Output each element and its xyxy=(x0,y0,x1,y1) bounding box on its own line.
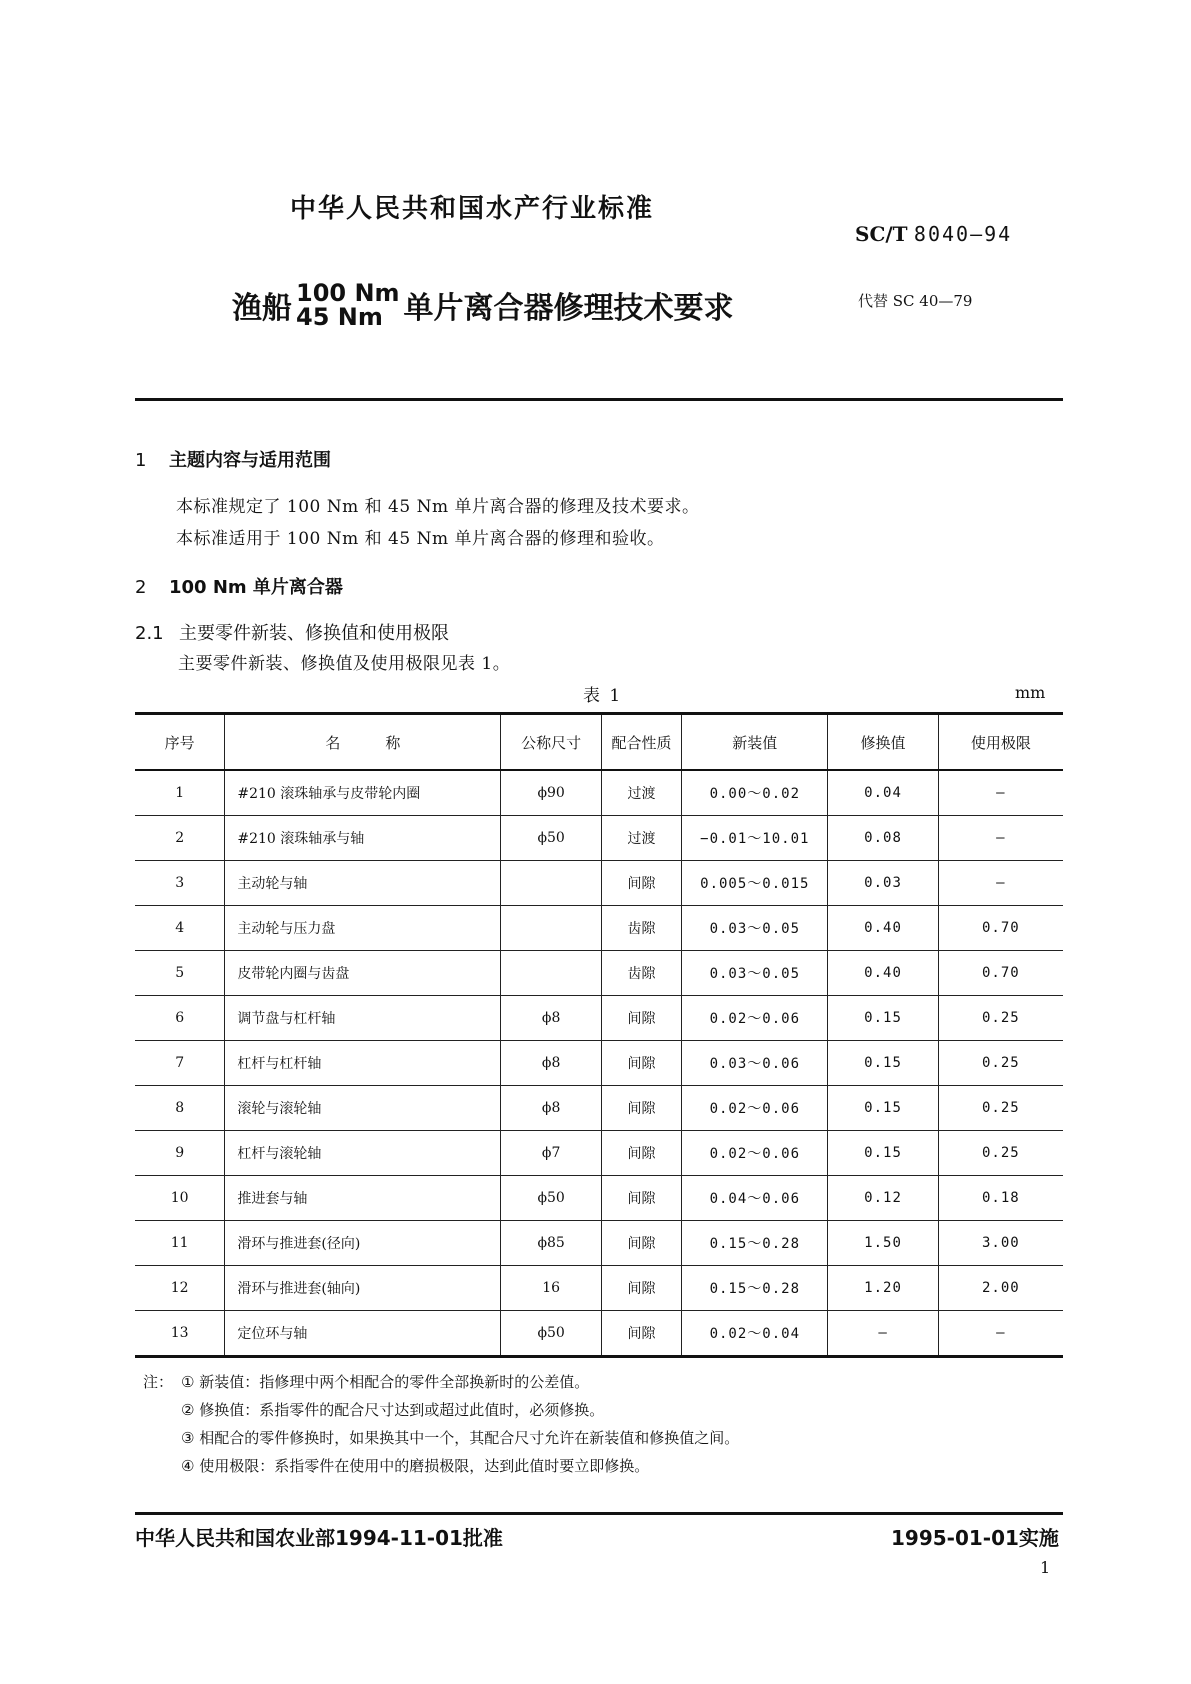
cell-nominal-size xyxy=(501,906,601,951)
cell-new-value: −0.01～10.01 xyxy=(682,816,828,861)
cell-nominal-size: ϕ8 xyxy=(501,996,601,1041)
note-text: ④ 使用极限：系指零件在使用中的磨损极限，达到此值时要立即修换。 xyxy=(181,1457,650,1475)
cell-fit-type: 过渡 xyxy=(601,770,681,816)
cell-limit: — xyxy=(938,1311,1063,1357)
cell-fit-type: 间隙 xyxy=(601,1266,681,1311)
cell-index: 6 xyxy=(135,996,225,1041)
cell-limit: 0.25 xyxy=(938,1131,1063,1176)
cell-nominal-size xyxy=(501,951,601,996)
table-unit: mm xyxy=(1015,683,1046,702)
cell-new-value: 0.02～0.06 xyxy=(682,1131,828,1176)
cell-limit: — xyxy=(938,770,1063,816)
cell-name: 皮带轮内圈与齿盘 xyxy=(225,951,501,996)
cell-limit: 0.70 xyxy=(938,906,1063,951)
section-title: 100 Nm 单片离合器 xyxy=(169,577,343,598)
cell-nominal-size: ϕ90 xyxy=(501,770,601,816)
table-row xyxy=(135,1041,1063,1086)
spec-table xyxy=(135,712,1063,1358)
cell-name: 主动轮与轴 xyxy=(225,861,501,906)
cell-index: 12 xyxy=(135,1266,225,1311)
cell-nominal-size: ϕ50 xyxy=(501,816,601,861)
cell-nominal-size: ϕ8 xyxy=(501,1086,601,1131)
cell-index: 5 xyxy=(135,951,225,996)
section-number: 1 xyxy=(135,450,147,471)
col-header-name: 名 称 xyxy=(225,714,501,771)
cell-name: 定位环与轴 xyxy=(225,1311,501,1357)
header-divider xyxy=(135,398,1063,401)
cell-name: 杠杆与滚轮轴 xyxy=(225,1131,501,1176)
note-item xyxy=(143,1396,739,1424)
table-row xyxy=(135,1266,1063,1311)
cell-new-value: 0.03～0.05 xyxy=(682,951,828,996)
table-row xyxy=(135,1176,1063,1221)
cell-limit: — xyxy=(938,861,1063,906)
cell-name: 滑环与推进套(径向) xyxy=(225,1221,501,1266)
cell-index: 1 xyxy=(135,770,225,816)
col-header-nominal-size: 公称尺寸 xyxy=(501,714,601,771)
document-title xyxy=(232,270,734,340)
effective-date: 1995-01-01实施 xyxy=(891,1526,1059,1550)
cell-limit: 0.25 xyxy=(938,1086,1063,1131)
title-torque-stack xyxy=(296,281,400,329)
section-number: 2 xyxy=(135,577,147,598)
cell-nominal-size: ϕ7 xyxy=(501,1131,601,1176)
cell-replace-value: 0.08 xyxy=(828,816,938,861)
section-2-1-heading xyxy=(135,619,449,645)
cell-nominal-size: ϕ85 xyxy=(501,1221,601,1266)
section-2-1-paragraph: 主要零件新装、修换值及使用极限见表 1。 xyxy=(178,654,511,674)
cell-fit-type: 间隙 xyxy=(601,1086,681,1131)
cell-index: 10 xyxy=(135,1176,225,1221)
cell-replace-value: 0.15 xyxy=(828,1041,938,1086)
cell-fit-type: 间隙 xyxy=(601,1176,681,1221)
cell-fit-type: 间隙 xyxy=(601,1221,681,1266)
note-lead: 注： xyxy=(143,1373,174,1391)
note-item xyxy=(143,1424,739,1452)
replaces-note: 代替 SC 40—79 xyxy=(858,292,973,310)
table-row xyxy=(135,1311,1063,1357)
col-header-new-value: 新装值 xyxy=(682,714,828,771)
approval-date: 中华人民共和国农业部1994-11-01批准 xyxy=(135,1526,503,1550)
note-item xyxy=(143,1452,739,1480)
table-notes xyxy=(143,1368,739,1480)
cell-new-value: 0.02～0.06 xyxy=(682,1086,828,1131)
col-header-fit-type: 配合性质 xyxy=(601,714,681,771)
cell-nominal-size: ϕ50 xyxy=(501,1311,601,1357)
table-row xyxy=(135,1221,1063,1266)
standard-code xyxy=(855,222,1012,246)
cell-new-value: 0.02～0.06 xyxy=(682,996,828,1041)
note-text: ② 修换值：系指零件的配合尺寸达到或超过此值时，必须修换。 xyxy=(181,1401,605,1419)
cell-limit: — xyxy=(938,816,1063,861)
cell-name: #210 滚珠轴承与轴 xyxy=(225,816,501,861)
table-row xyxy=(135,1131,1063,1176)
cell-limit: 0.70 xyxy=(938,951,1063,996)
table-row xyxy=(135,861,1063,906)
cell-fit-type: 间隙 xyxy=(601,996,681,1041)
cell-replace-value: 0.15 xyxy=(828,1131,938,1176)
table-row xyxy=(135,770,1063,816)
table-row xyxy=(135,906,1063,951)
cell-replace-value: 0.12 xyxy=(828,1176,938,1221)
col-header-index: 序号 xyxy=(135,714,225,771)
section-title: 主要零件新装、修换值和使用极限 xyxy=(179,623,449,644)
section-2-heading xyxy=(135,573,343,599)
cell-new-value: 0.15～0.28 xyxy=(682,1266,828,1311)
cell-replace-value: 0.15 xyxy=(828,1086,938,1131)
cell-fit-type: 间隙 xyxy=(601,1041,681,1086)
table-caption: 表 1 xyxy=(583,686,623,706)
title-torque-lower: 45 Nm xyxy=(296,303,383,331)
standard-code-number: 8040—94 xyxy=(913,222,1013,246)
cell-nominal-size xyxy=(501,861,601,906)
cell-new-value: 0.04～0.06 xyxy=(682,1176,828,1221)
cell-nominal-size: ϕ8 xyxy=(501,1041,601,1086)
cell-fit-type: 间隙 xyxy=(601,861,681,906)
section-1-paragraph: 本标准适用于 100 Nm 和 45 Nm 单片离合器的修理和验收。 xyxy=(176,529,665,549)
section-number: 2.1 xyxy=(135,623,164,644)
table-row xyxy=(135,1086,1063,1131)
cell-fit-type: 齿隙 xyxy=(601,906,681,951)
cell-replace-value: 0.40 xyxy=(828,951,938,996)
cell-limit: 0.25 xyxy=(938,1041,1063,1086)
cell-new-value: 0.02～0.04 xyxy=(682,1311,828,1357)
cell-limit: 2.00 xyxy=(938,1266,1063,1311)
cell-index: 7 xyxy=(135,1041,225,1086)
cell-index: 3 xyxy=(135,861,225,906)
cell-limit: 0.18 xyxy=(938,1176,1063,1221)
cell-new-value: 0.15～0.28 xyxy=(682,1221,828,1266)
cell-limit: 0.25 xyxy=(938,996,1063,1041)
cell-name: 滚轮与滚轮轴 xyxy=(225,1086,501,1131)
cell-replace-value: 0.03 xyxy=(828,861,938,906)
cell-fit-type: 过渡 xyxy=(601,816,681,861)
footer-divider xyxy=(135,1512,1063,1515)
cell-replace-value: — xyxy=(828,1311,938,1357)
cell-replace-value: 1.20 xyxy=(828,1266,938,1311)
cell-nominal-size: 16 xyxy=(501,1266,601,1311)
cell-fit-type: 间隙 xyxy=(601,1131,681,1176)
cell-replace-value: 0.40 xyxy=(828,906,938,951)
cell-replace-value: 0.04 xyxy=(828,770,938,816)
cell-fit-type: 齿隙 xyxy=(601,951,681,996)
section-1-heading xyxy=(135,446,331,472)
cell-index: 9 xyxy=(135,1131,225,1176)
section-1-paragraph: 本标准规定了 100 Nm 和 45 Nm 单片离合器的修理及技术要求。 xyxy=(176,497,700,517)
table-row xyxy=(135,951,1063,996)
cell-new-value: 0.00～0.02 xyxy=(682,770,828,816)
cell-new-value: 0.03～0.06 xyxy=(682,1041,828,1086)
table-header-row xyxy=(135,714,1063,771)
cell-name: 滑环与推进套(轴向) xyxy=(225,1266,501,1311)
cell-fit-type: 间隙 xyxy=(601,1311,681,1357)
title-suffix: 单片离合器修理技术要求 xyxy=(403,291,734,326)
title-prefix: 渔船 xyxy=(232,291,292,326)
cell-name: 调节盘与杠杆轴 xyxy=(225,996,501,1041)
title-torque-upper: 100 Nm xyxy=(296,279,400,307)
cell-index: 2 xyxy=(135,816,225,861)
page-number: 1 xyxy=(1040,1558,1051,1577)
cell-replace-value: 0.15 xyxy=(828,996,938,1041)
cell-index: 13 xyxy=(135,1311,225,1357)
note-text: ③ 相配合的零件修换时，如果换其中一个，其配合尺寸允许在新装值和修换值之间。 xyxy=(181,1429,740,1447)
table-row xyxy=(135,816,1063,861)
cell-index: 4 xyxy=(135,906,225,951)
cell-new-value: 0.03～0.05 xyxy=(682,906,828,951)
cell-name: 主动轮与压力盘 xyxy=(225,906,501,951)
note-text: ① 新装值：指修理中两个相配合的零件全部换新时的公差值。 xyxy=(181,1373,590,1391)
section-title: 主题内容与适用范围 xyxy=(169,450,331,471)
note-item xyxy=(143,1368,739,1396)
col-header-replace-value: 修换值 xyxy=(828,714,938,771)
standard-code-prefix: SC/T xyxy=(855,222,908,246)
cell-name: 杠杆与杠杆轴 xyxy=(225,1041,501,1086)
standard-organization: 中华人民共和国水产行业标准 xyxy=(290,194,655,224)
cell-name: #210 滚珠轴承与皮带轮内圈 xyxy=(225,770,501,816)
cell-nominal-size: ϕ50 xyxy=(501,1176,601,1221)
cell-replace-value: 1.50 xyxy=(828,1221,938,1266)
cell-index: 11 xyxy=(135,1221,225,1266)
cell-new-value: 0.005～0.015 xyxy=(682,861,828,906)
cell-index: 8 xyxy=(135,1086,225,1131)
cell-limit: 3.00 xyxy=(938,1221,1063,1266)
col-header-limit: 使用极限 xyxy=(938,714,1063,771)
cell-name: 推进套与轴 xyxy=(225,1176,501,1221)
table-row xyxy=(135,996,1063,1041)
